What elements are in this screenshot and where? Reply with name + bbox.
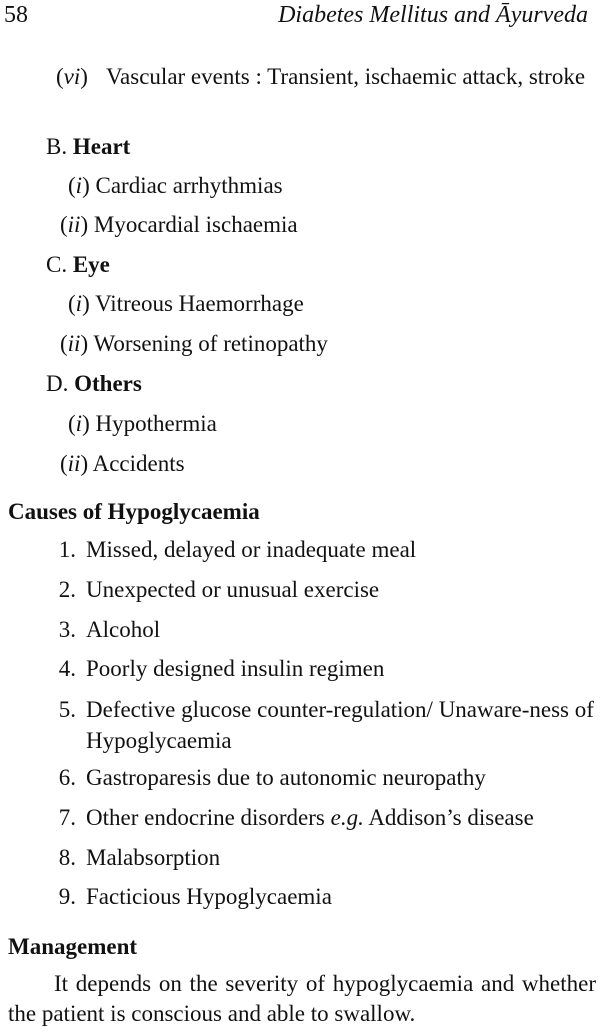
section-letter: D. <box>46 371 69 396</box>
management-heading: Management <box>8 934 138 959</box>
item-number: 1. <box>58 537 76 562</box>
running-title: Diabetes Mellitus and Āyurveda <box>278 2 588 28</box>
item-number: 9. <box>58 884 76 909</box>
cause-text: Malabsorption <box>86 845 221 870</box>
item-text: Accidents <box>92 451 185 476</box>
item-marker: ii <box>67 212 81 237</box>
section-title: Eye <box>72 252 110 277</box>
causes-heading: Causes of Hypoglycaemia <box>8 499 260 524</box>
vascular-text: Vascular events : Transient, ischaemic attack, stroke <box>106 64 586 89</box>
item-number: 3. <box>58 617 76 642</box>
section-heading-eye <box>46 251 110 279</box>
cause-text: Missed, delayed or inadequate meal <box>86 537 417 562</box>
item-text: Hypothermia <box>95 411 217 436</box>
list-item: (i) Cardiac arrhythmias <box>68 173 283 198</box>
item-number: 4. <box>58 656 76 681</box>
list-item: (i) Hypothermia <box>68 411 217 436</box>
list-item: (ii) Accidents <box>60 451 185 476</box>
list-item: (i) Vitreous Haemorrhage <box>68 291 304 316</box>
cause-text-part: Other endocrine disorders <box>86 805 331 830</box>
cause-text: Defective glucose counter-regulation/ Unaware-ness of Hypoglycaemia <box>86 697 594 753</box>
cause-text: Poorly designed insulin regimen <box>86 656 385 681</box>
section-title: Heart <box>72 134 131 159</box>
item-number: 7. <box>58 805 76 830</box>
cause-text: Unexpected or unusual exercise <box>86 577 380 602</box>
item-marker: ii <box>67 451 81 476</box>
cause-text-part: Addison’s disease <box>363 805 534 830</box>
section-letter: C. <box>46 252 68 277</box>
section-title: Others <box>74 371 142 396</box>
item-text: Cardiac arrhythmias <box>95 173 283 198</box>
cause-text-italic: e.g. <box>330 805 364 830</box>
item-marker: ii <box>67 331 81 356</box>
list-item: (ii) Worsening of retinopathy <box>60 331 328 356</box>
item-marker: i <box>75 173 83 198</box>
item-number: 5. <box>58 697 76 722</box>
section-heading-others <box>46 370 142 398</box>
management-paragraph: It depends on the severity of hypoglycaemia and whether the patient is conscious and able to swallow. <box>8 971 596 1026</box>
item-marker: i <box>75 291 83 316</box>
item-text: Vitreous Haemorrhage <box>95 291 304 316</box>
cause-text <box>86 802 598 833</box>
page-number: 58 <box>4 2 28 28</box>
vascular-marker: (vi) <box>56 64 88 89</box>
cause-text: Facticious Hypoglycaemia <box>86 884 332 909</box>
item-number: 2. <box>58 577 76 602</box>
list-item: (ii) Myocardial ischaemia <box>60 212 298 237</box>
section-heading-heart <box>46 133 130 161</box>
cause-text: Gastroparesis due to autonomic neuropathy <box>86 765 486 790</box>
item-text: Worsening of retinopathy <box>93 331 328 356</box>
cause-text: Alcohol <box>86 617 161 642</box>
item-text: Myocardial ischaemia <box>93 212 298 237</box>
item-marker: i <box>75 411 83 436</box>
vascular-marker-label: vi <box>63 64 81 89</box>
section-letter: B. <box>46 134 68 159</box>
item-number: 6. <box>58 765 76 790</box>
item-number: 8. <box>58 845 76 870</box>
